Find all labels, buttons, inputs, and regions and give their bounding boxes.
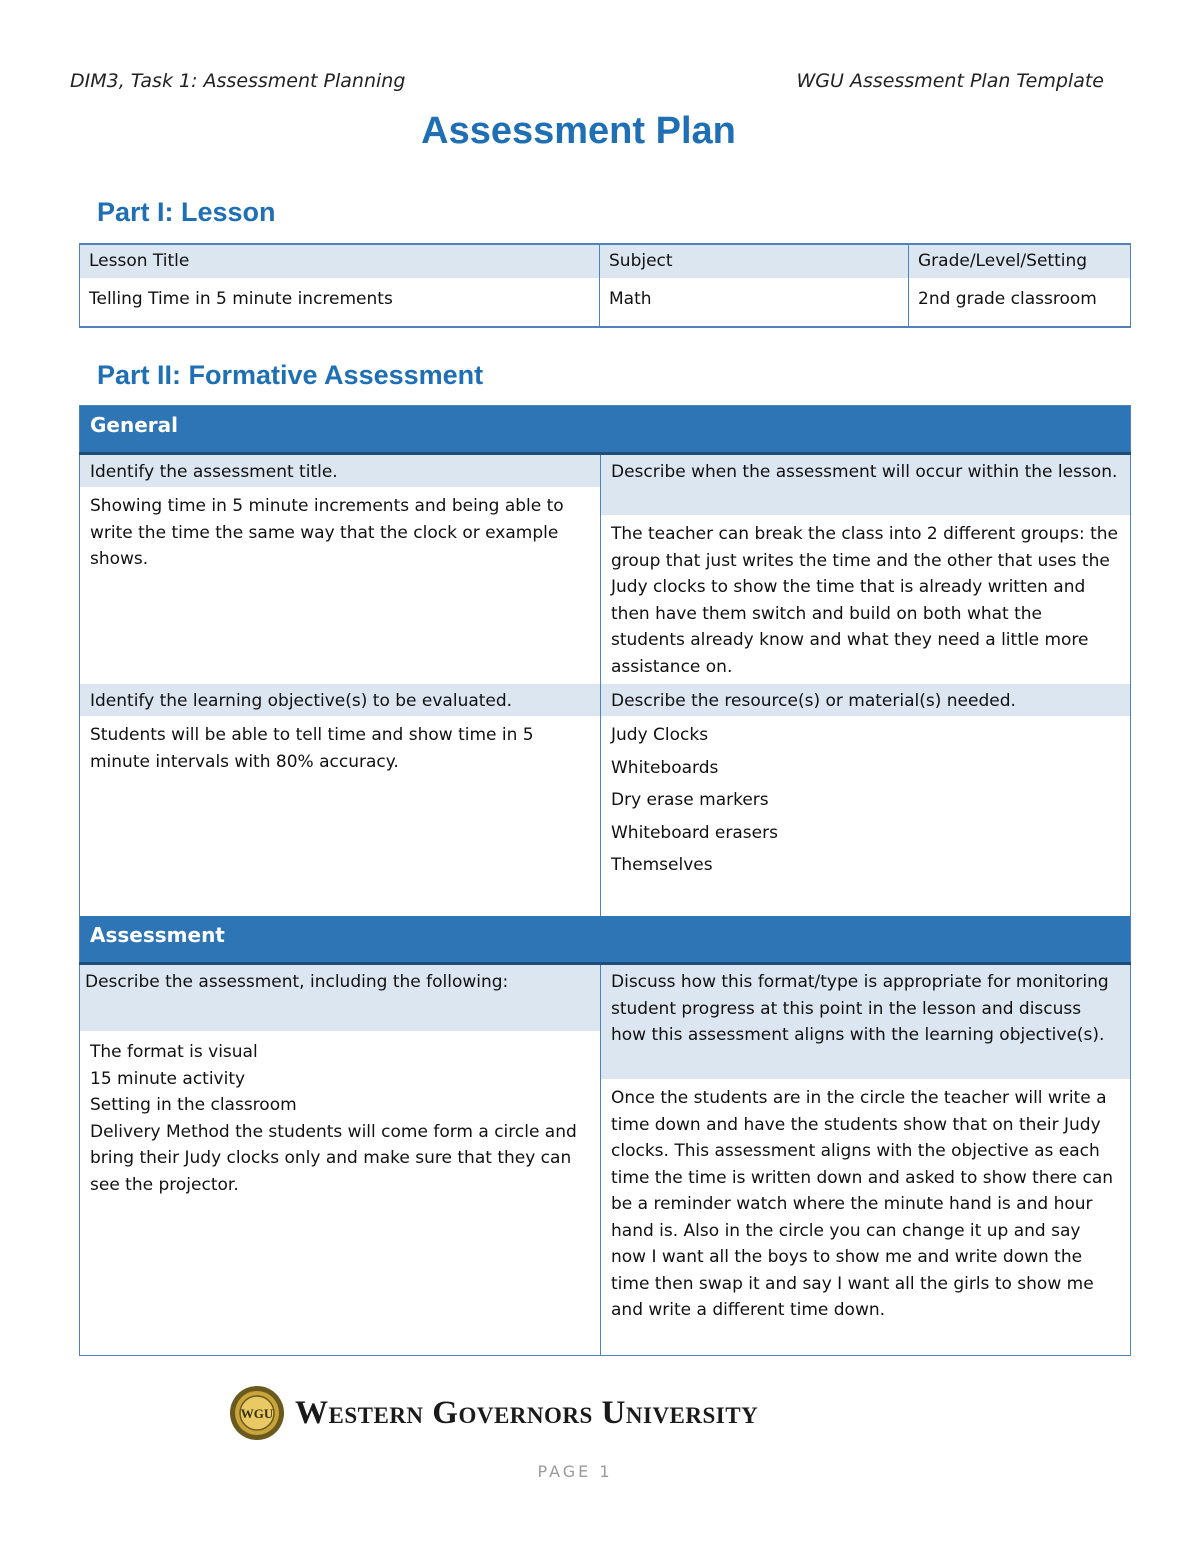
- wgu-wordmark: Western Governors University: [295, 1394, 759, 1431]
- resource-item: Dry erase markers: [611, 790, 769, 810]
- part2-heading: Part II: Formative Assessment: [97, 360, 484, 390]
- objective-cell: [80, 684, 601, 916]
- seal-text: WGU: [240, 1406, 274, 1421]
- subject-value: Math: [600, 278, 909, 327]
- assessment-title-question: Identify the assessment title.: [80, 455, 600, 487]
- describe-assessment-cell: [80, 964, 601, 1356]
- lesson-title-value: Telling Time in 5 minute increments: [80, 278, 600, 327]
- wgu-seal-icon: [229, 1385, 285, 1441]
- header-left: DIM3, Task 1: Assessment Planning: [70, 70, 406, 92]
- resources-cell: [601, 684, 1131, 916]
- resource-item: Whiteboards: [611, 757, 719, 778]
- describe-assessment-question: Describe the assessment, including the following:: [80, 965, 600, 1031]
- page-number: PAGE 1: [537, 1462, 613, 1481]
- general-label: General: [80, 406, 1131, 454]
- assessment-timing-question: Describe when the assessment will occur within the lesson.: [601, 455, 1130, 515]
- formative-table: [79, 405, 1131, 1356]
- general-row-1: [80, 454, 1131, 685]
- part1-heading: Part I: Lesson: [97, 197, 276, 227]
- resource-item: Themselves: [611, 855, 713, 875]
- resource-item: Judy Clocks: [611, 725, 709, 745]
- lesson-header-row: [80, 244, 1131, 278]
- format-appropriate-cell: [601, 964, 1131, 1356]
- lesson-table: [79, 243, 1131, 328]
- objective-answer: Students will be able to tell time and show time in 5 minute intervals with 80% accuracy.: [90, 725, 534, 772]
- general-row-2: [80, 684, 1131, 916]
- format-line: The format is visual: [90, 1042, 258, 1062]
- resource-item: Whiteboard erasers: [611, 822, 778, 843]
- assessment-title-cell: [80, 454, 601, 685]
- assessment-timing-answer: The teacher can break the class into 2 different groups: the group that just writes the time and the other that uses the Judy clocks to show the time that is already written and then have them switch and build on both what the students already know and what they need a little more assistance on.: [611, 524, 1118, 677]
- resources-question: Describe the resource(s) or material(s) needed.: [601, 684, 1130, 716]
- assessment-bar: [80, 916, 1131, 964]
- resources-list: [601, 716, 1130, 889]
- assessment-label: Assessment: [80, 916, 1131, 964]
- wgu-logo: [229, 1385, 758, 1441]
- format-appropriate-answer: Once the students are in the circle the teacher will write a time down and have the students show that on their Judy clocks. This assessment aligns with the objective as each time the time is written down and asked to show there can be a reminder watch where the minute hand is and hour hand is. Also in the circle you can change it up and say now I want all the boys to show me and write down the time then swap it and say I want all the girls to show me and write a different time down.: [611, 1088, 1114, 1320]
- header-right: WGU Assessment Plan Template: [796, 70, 1104, 92]
- assessment-timing-cell: [601, 454, 1131, 685]
- subject-header: Subject: [600, 244, 909, 278]
- grade-value: 2nd grade classroom: [909, 278, 1131, 327]
- assessment-title-answer: Showing time in 5 minute increments and being able to write the time the same way that the clock or example shows.: [90, 496, 564, 569]
- format-appropriate-question: Discuss how this format/type is appropriate for monitoring student progress at this point in the lesson and discuss how this assessment aligns with the learning objective(s).: [601, 965, 1130, 1079]
- setting-line: Setting in the classroom: [90, 1095, 297, 1115]
- assessment-row: [80, 964, 1131, 1356]
- delivery-line: Delivery Method the students will come form a circle and bring their Judy clocks only and make sure that they can see the projector.: [90, 1121, 577, 1195]
- lesson-title-header: Lesson Title: [80, 244, 600, 278]
- duration-line: 15 minute activity: [90, 1068, 246, 1089]
- page-title: Assessment Plan: [421, 110, 736, 152]
- lesson-value-row: [80, 278, 1131, 327]
- describe-assessment-answer: [80, 1031, 600, 1202]
- objective-question: Identify the learning objective(s) to be evaluated.: [80, 684, 600, 716]
- grade-header: Grade/Level/Setting: [909, 244, 1131, 278]
- general-bar: [80, 406, 1131, 454]
